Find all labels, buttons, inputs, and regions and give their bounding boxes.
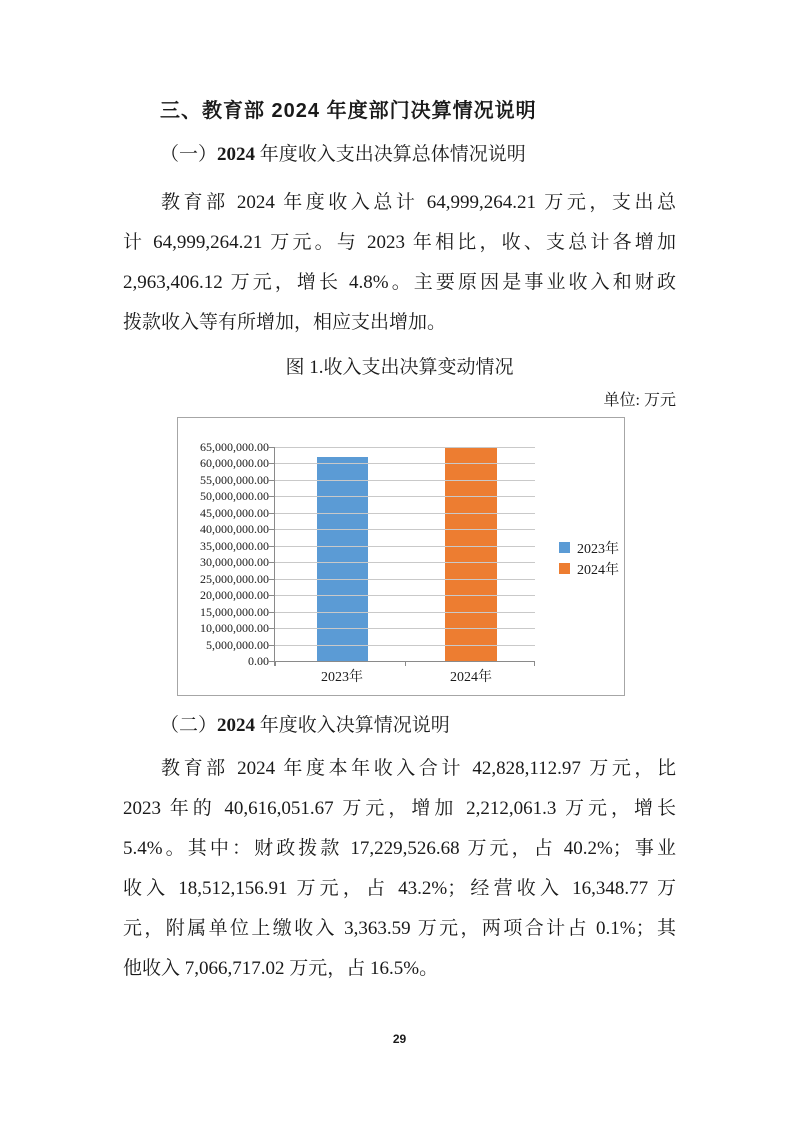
gridline [275, 496, 535, 497]
gridline [275, 463, 535, 464]
y-axis-tick-label: 40,000,000.00 [200, 522, 269, 536]
page-content [123, 91, 676, 1049]
gridline [275, 513, 535, 514]
gridline [275, 579, 535, 580]
text-line: 收入 18,512,156.91 万元，占 43.2%；经营收入 16,348.77 万 [123, 878, 676, 899]
legend-label-2024: 2024年 [577, 562, 619, 578]
subsection-1-title: 年度收入支出决算总体情况说明 [255, 144, 526, 165]
subsection-2-title: 年度收入决算情况说明 [255, 715, 450, 736]
subsection-1-year: 2024 [217, 144, 256, 165]
x-axis-label-2024: 2024年 [450, 670, 492, 685]
text-line: 拨款收入等有所增加，相应支出增加。 [123, 312, 447, 333]
chart-legend [559, 537, 619, 579]
legend-swatch-2023 [559, 542, 570, 553]
x-axis-tick [275, 662, 276, 666]
y-axis-tick-label: 20,000,000.00 [200, 588, 269, 602]
y-axis-tick-label: 35,000,000.00 [200, 539, 269, 553]
paragraph-1 [123, 183, 676, 343]
text-line: 2023 年的 40,616,051.67 万元，增加 2,212,061.3 万元，增长 [123, 798, 676, 819]
bar-2023 [317, 457, 368, 661]
gridline [275, 447, 535, 448]
text-line: 教育部 2024 年度收入总计 64,999,264.21 万元，支出总 [161, 192, 676, 213]
y-axis-tick-label: 5,000,000.00 [206, 638, 269, 652]
subsection-2-number: （二） [160, 715, 218, 736]
y-axis-tick-label: 55,000,000.00 [200, 473, 269, 487]
text-line: 2,963,406.12 万元，增长 4.8%。主要原因是事业收入和财政 [123, 272, 676, 293]
subsection-1-heading [123, 135, 676, 175]
subsection-2-year: 2024 [217, 715, 256, 736]
legend-swatch-2024 [559, 563, 570, 574]
bar-chart [177, 417, 625, 696]
gridline [275, 480, 535, 481]
gridline [275, 612, 535, 613]
page-number: 29 [392, 1032, 407, 1046]
x-axis-label-2023: 2023年 [321, 670, 363, 685]
y-axis-tick-label: 0.00 [248, 654, 269, 668]
gridline [275, 546, 535, 547]
subsection-2-heading [123, 706, 676, 746]
y-axis-tick-label: 15,000,000.00 [200, 605, 269, 619]
y-axis-tick-label: 50,000,000.00 [200, 489, 269, 503]
section-heading: 三、教育部 2024 年度部门决算情况说明 [160, 100, 537, 122]
text-line: 元，附属单位上缴收入 3,363.59 万元，两项合计占 0.1%；其 [123, 918, 676, 939]
figure-caption: 图 1.收入支出决算变动情况 [285, 357, 514, 378]
y-axis-tick-label: 25,000,000.00 [200, 572, 269, 586]
x-axis-tick [534, 662, 535, 666]
legend-item-2023 [559, 537, 619, 558]
legend-item-2024 [559, 558, 619, 579]
y-axis-tick-label: 45,000,000.00 [200, 506, 269, 520]
legend-label-2023: 2023年 [577, 541, 619, 557]
x-axis-tick [405, 662, 406, 666]
chart-plot-area [200, 440, 535, 685]
gridline [275, 645, 535, 646]
text-line: 教育部 2024 年度本年收入合计 42,828,112.97 万元，比 [161, 758, 676, 779]
text-line: 计 64,999,264.21 万元。与 2023 年相比，收、支总计各增加 [123, 232, 676, 253]
y-axis-tick-label: 60,000,000.00 [200, 456, 269, 470]
paragraph-2 [123, 749, 676, 989]
y-axis-tick-label: 65,000,000.00 [200, 440, 269, 454]
text-line: 他收入 7,066,717.02 万元，占 16.5%。 [123, 958, 439, 979]
text-line: 5.4%。其中：财政拨款 17,229,526.68 万元，占 40.2%；事业 [123, 838, 676, 859]
subsection-1-number: （一） [160, 144, 218, 165]
gridline [275, 628, 535, 629]
figure-unit-label: 单位: 万元 [603, 392, 676, 409]
y-axis-tick-label: 30,000,000.00 [200, 555, 269, 569]
gridline [275, 529, 535, 530]
gridline [275, 562, 535, 563]
gridline [275, 595, 535, 596]
y-axis-tick-label: 10,000,000.00 [200, 621, 269, 635]
y-axis-line [274, 447, 275, 666]
